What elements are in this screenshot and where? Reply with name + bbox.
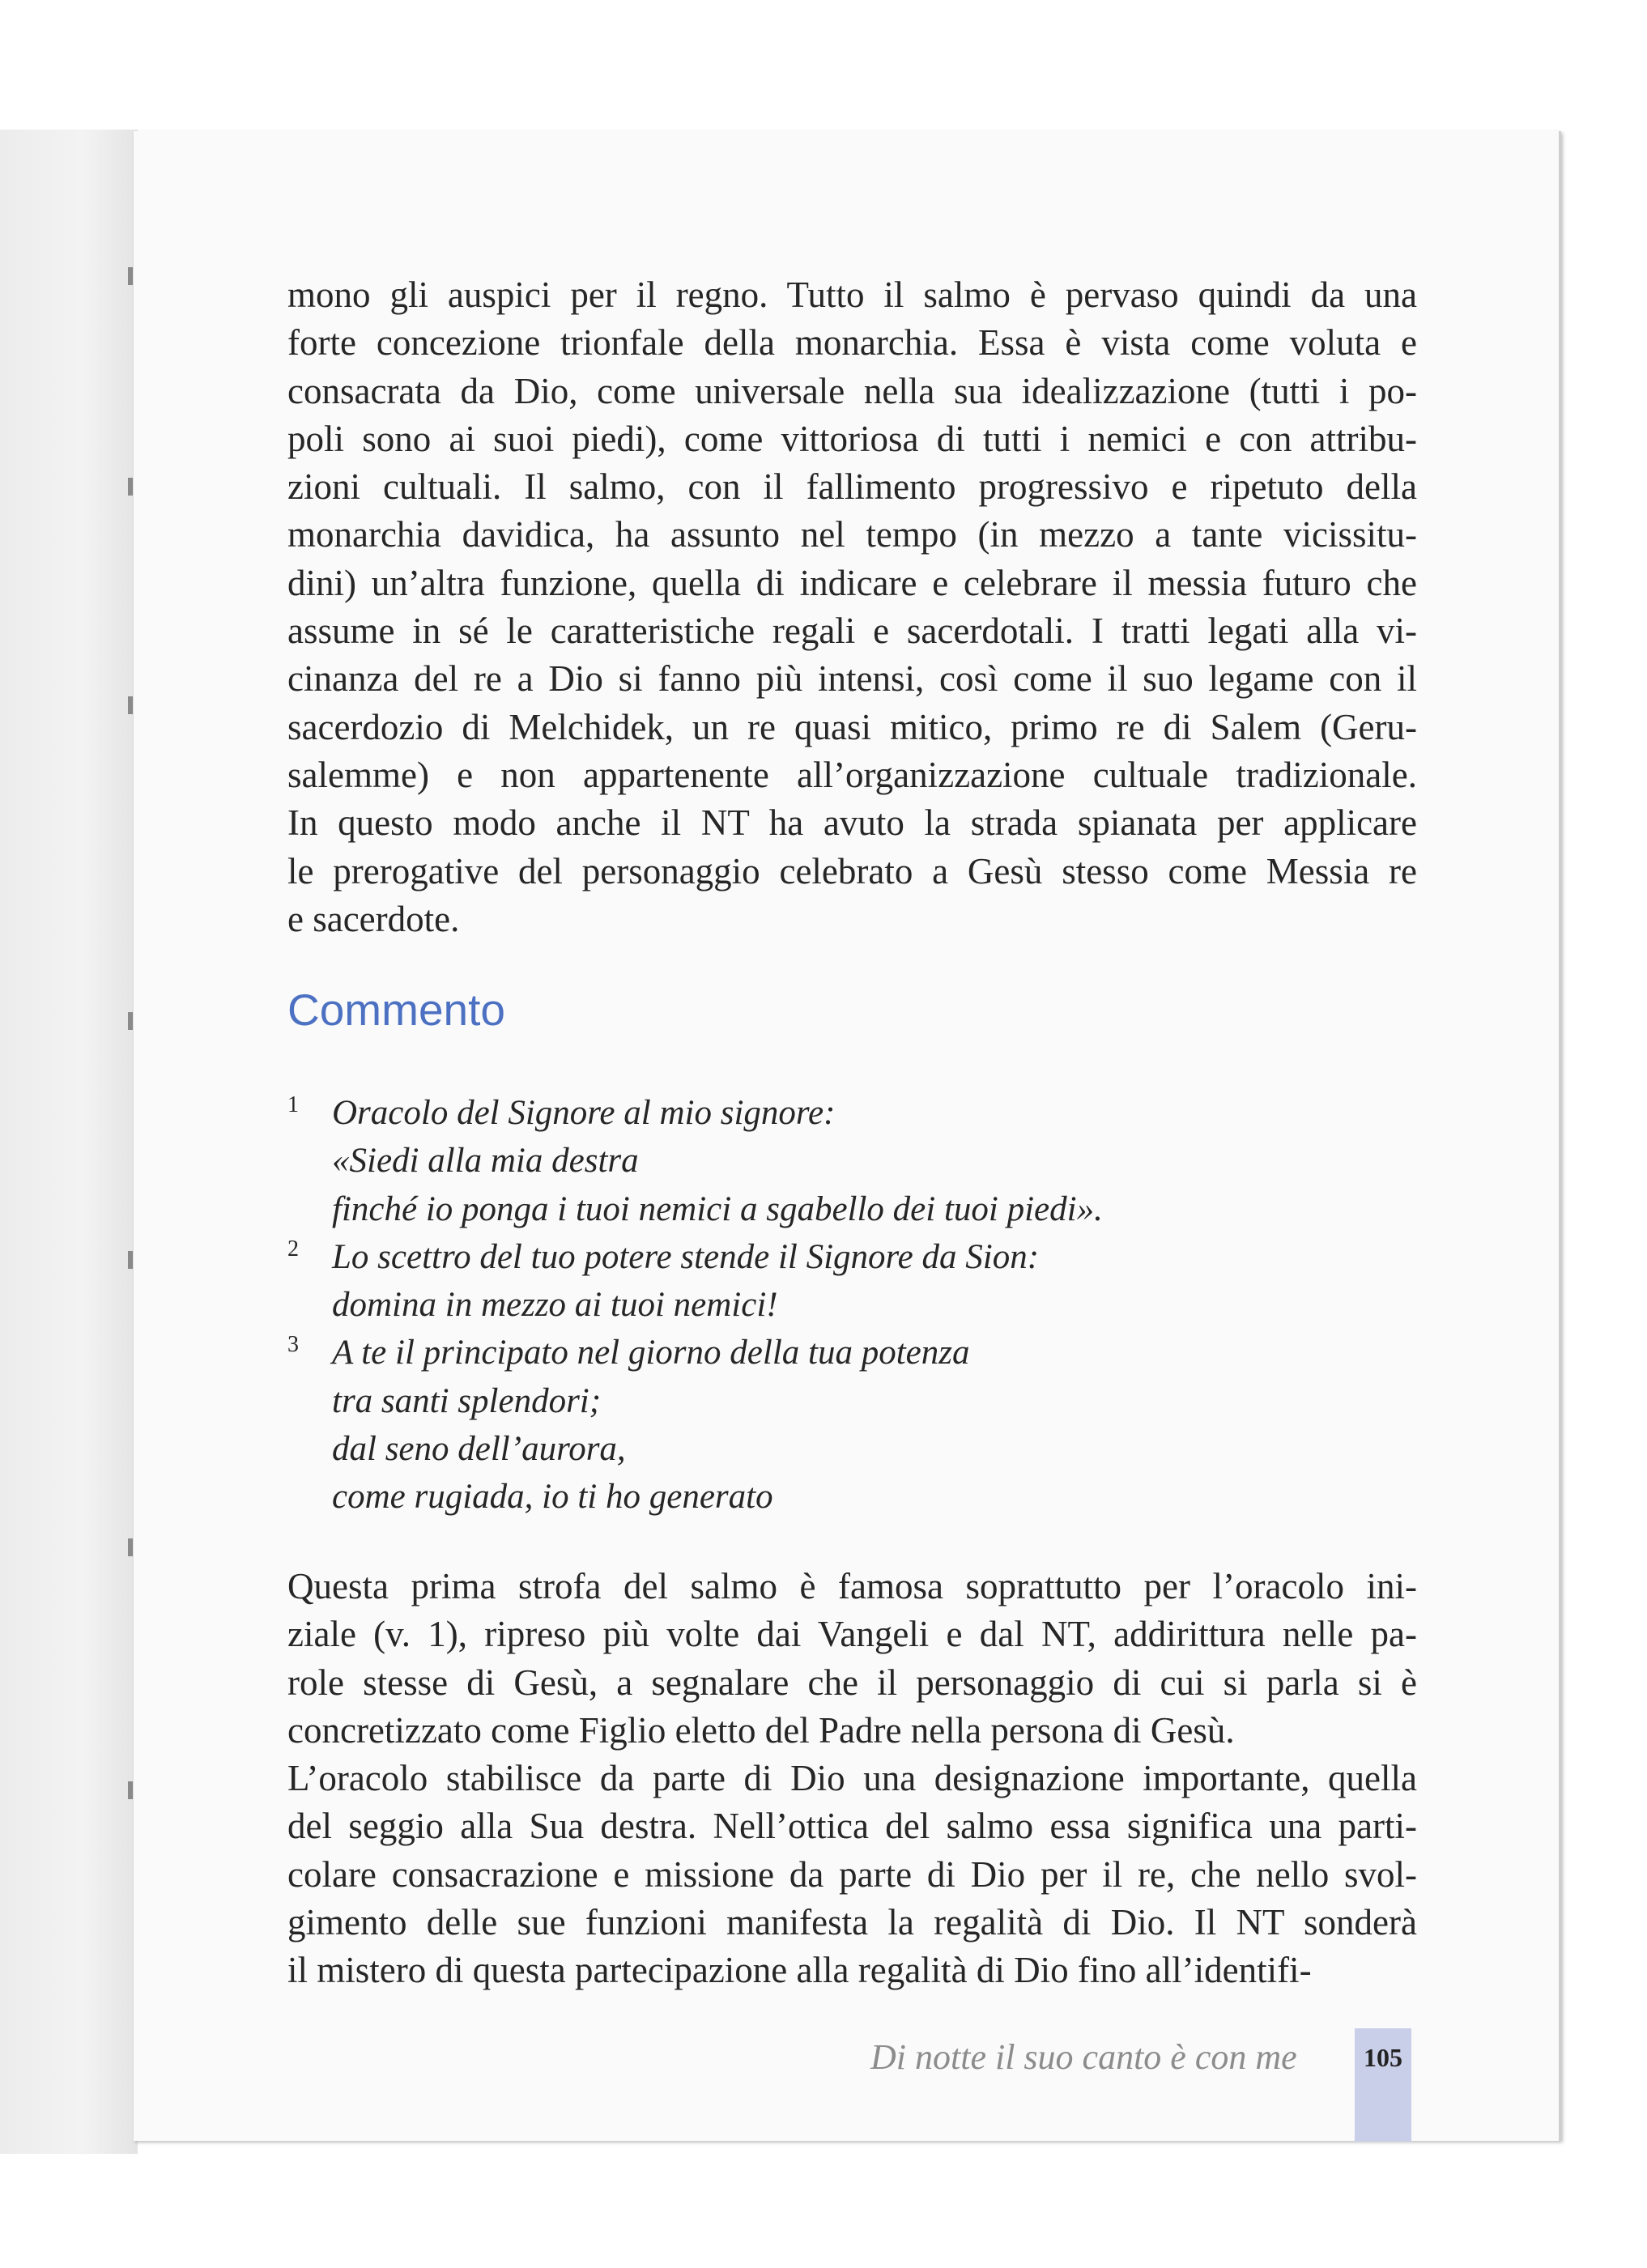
verse-text: finché io ponga i tuoi nemici a sgabello dei tuoi piedi». xyxy=(332,1189,1103,1228)
text-line: assume in sé le caratteristiche regali e sacerdotali. I tratti legati alla vi- xyxy=(287,611,1417,652)
psalm-verses xyxy=(287,1089,1417,1521)
text-line: salemme) e non appartenente all’organizzazione cultuale tradizionale. xyxy=(287,754,1417,795)
text-line: Questa prima strofa del salmo è famosa soprattutto per l’oracolo ini- xyxy=(287,1566,1417,1606)
text-line: il mistero di questa partecipazione alla regalità di Dio fino all’identifi- xyxy=(287,1950,1312,1991)
verse-line xyxy=(287,1233,1417,1281)
previous-page-edge xyxy=(0,130,138,2154)
text-line: zioni cultuali. Il salmo, con il fallimento progressivo e ripetuto della xyxy=(287,466,1417,508)
text-line: concretizzato come Figlio eletto del Padre nella persona di Gesù. xyxy=(287,1709,1235,1751)
verse-line xyxy=(287,1377,1417,1425)
text-line: dini) un’altra funzione, quella di indicare e celebrare il messia futuro che xyxy=(287,562,1417,603)
text-line: cinanza del re a Dio si fanno più intensi, così come il suo legame con il xyxy=(287,658,1417,700)
page-number: 105 xyxy=(1364,2043,1402,2072)
text-line: L’oracolo stabilisce da parte di Dio una designazione importante, quella xyxy=(287,1758,1417,1799)
paragraph-3 xyxy=(287,1755,1417,1994)
verse-text: domina in mezzo ai tuoi nemici! xyxy=(332,1286,778,1325)
verse-text: dal seno dell’aurora, xyxy=(332,1430,626,1469)
text-line: monarchia davidica, ha assunto nel tempo (in mezzo a tante vicissitu- xyxy=(287,514,1417,555)
text-line: poli sono ai suoi piedi), come vittoriosa di tutti i nemici e con attribu- xyxy=(287,418,1417,459)
text-line: In questo modo anche il NT ha avuto la strada spianata per applicare xyxy=(287,802,1417,844)
verse-line xyxy=(287,1089,1417,1137)
paragraph-2 xyxy=(287,1563,1417,1755)
text-line: mono gli auspici per il regno. Tutto il salmo è pervaso quindi da una xyxy=(287,274,1417,315)
text-line: del seggio alla Sua destra. Nell’ottica del salmo essa significa una parti- xyxy=(287,1806,1417,1847)
paragraph-commentary xyxy=(287,1563,1417,1995)
verse-number: 1 xyxy=(287,1092,299,1117)
verse-text: tra santi splendori; xyxy=(332,1381,602,1420)
text-line: gimento delle sue funzioni manifesta la regalità di Dio. Il NT sonderà xyxy=(287,1902,1417,1943)
section-heading: Commento xyxy=(287,985,505,1035)
verse-line xyxy=(287,1137,1417,1185)
verse-text: Lo scettro del tuo potere stende il Signore da Sion: xyxy=(332,1237,1040,1276)
text-line: sacerdozio di Melchidek, un re quasi mitico, primo re di Salem (Geru- xyxy=(287,706,1417,747)
text-line: ziale (v. 1), ripreso più volte dai Vangeli e dal NT, addirittura nelle pa- xyxy=(287,1614,1417,1655)
verse-line xyxy=(287,1185,1417,1233)
verse-line xyxy=(287,1425,1417,1473)
verse-line xyxy=(287,1281,1417,1329)
verse-line xyxy=(287,1329,1417,1377)
verse-text: Oracolo del Signore al mio signore: xyxy=(332,1094,836,1132)
text-line: forte concezione trionfale della monarchia. Essa è vista come voluta e xyxy=(287,322,1417,364)
verse-number: 3 xyxy=(287,1332,299,1358)
text-line: colare consacrazione e missione da parte di Dio per il re, che nello svol- xyxy=(287,1853,1417,1895)
paragraph-intro xyxy=(287,271,1417,943)
text-line: e sacerdote. xyxy=(287,898,460,939)
verse-number: 2 xyxy=(287,1236,299,1262)
running-footer-title: Di notte il suo canto è con me xyxy=(870,2037,1297,2077)
verse-line xyxy=(287,1473,1417,1521)
text-line: le prerogative del personaggio celebrato a Gesù stesso come Messia re xyxy=(287,850,1417,891)
paragraph-1 xyxy=(287,271,1417,943)
text-line: consacrata da Dio, come universale nella sua idealizzazione (tutti i po- xyxy=(287,370,1417,411)
verse-text: come rugiada, io ti ho generato xyxy=(332,1478,773,1517)
verse-text: A te il principato nel giorno della tua potenza xyxy=(332,1334,970,1372)
verse-text: «Siedi alla mia destra xyxy=(332,1142,639,1181)
text-line: role stesse di Gesù, a segnalare che il personaggio di cui si parla si è xyxy=(287,1662,1417,1703)
